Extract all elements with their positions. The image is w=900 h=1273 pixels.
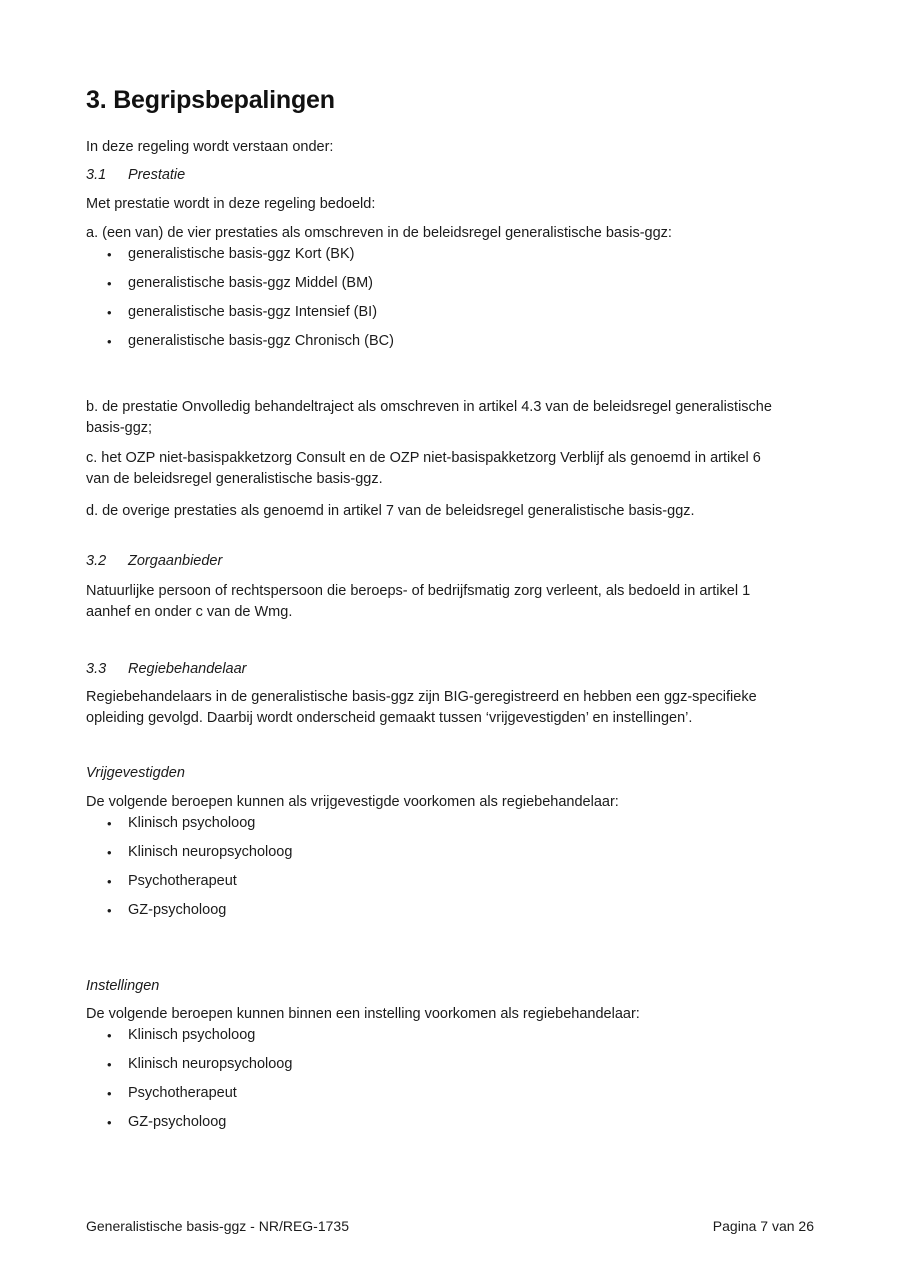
bullet-label: Klinisch neuropsycholoog <box>128 844 293 860</box>
section-3-1-title: Prestatie <box>128 167 186 183</box>
section-3-1-lead: Met prestatie wordt in deze regeling bedoeld: <box>86 196 376 212</box>
section-3-3-heading <box>86 659 826 680</box>
vrijgevestigden-lead: De volgende beroepen kunnen als vrijgevestigde voorkomen als regiebehandelaar: <box>86 794 619 810</box>
item-d-paragraph <box>86 501 826 522</box>
section-3-2-body <box>86 581 826 623</box>
page-title: 3. Begripsbepalingen <box>86 86 335 114</box>
section-3-3-number: 3.3 <box>86 661 107 677</box>
item-a-text: a. (een van) de vier prestaties als omschreven in de beleidsregel generalistische basis-ggz: <box>86 225 672 241</box>
item-c-line: van de beleidsregel generalistische basis-ggz. <box>86 471 383 487</box>
bullet-icon: • <box>107 1115 112 1130</box>
bullet-icon: • <box>107 903 112 918</box>
page-footer <box>86 1216 814 1237</box>
list-item <box>86 1054 826 1075</box>
page-content <box>86 0 826 1133</box>
bullet-label: generalistische basis-ggz Intensief (BI) <box>128 304 378 320</box>
section-3-2-number: 3.2 <box>86 553 107 569</box>
bullet-icon: • <box>107 816 112 831</box>
list-item <box>86 1083 826 1104</box>
item-b-line: basis-ggz; <box>86 420 153 436</box>
section-3-1-heading <box>86 165 826 186</box>
list-item <box>86 273 826 294</box>
bullet-icon: • <box>107 845 112 860</box>
list-item <box>86 842 826 863</box>
item-d-text: d. de overige prestaties als genoemd in artikel 7 van de beleidsregel generalistische basis-ggz. <box>86 503 695 519</box>
intro-paragraph: In deze regeling wordt verstaan onder: <box>86 139 334 155</box>
list-item <box>86 1112 826 1133</box>
list-item <box>86 1025 826 1046</box>
bullet-label: Psychotherapeut <box>128 873 237 889</box>
item-c-line: c. het OZP niet-basispakketzorg Consult en de OZP niet-basispakketzorg Verblijf als genoemd in artikel 6 <box>86 450 761 466</box>
vrijgevestigden-heading: Vrijgevestigden <box>86 765 185 781</box>
section-3-3-title: Regiebehandelaar <box>128 661 247 677</box>
section-3-3-body <box>86 687 826 729</box>
bullet-icon: • <box>107 1057 112 1072</box>
instellingen-bullet-list <box>86 1025 826 1133</box>
list-item <box>86 871 826 892</box>
bullet-icon: • <box>107 305 112 320</box>
bullet-label: Klinisch neuropsycholoog <box>128 1056 293 1072</box>
bullet-icon: • <box>107 1086 112 1101</box>
bullet-label: generalistische basis-ggz Kort (BK) <box>128 246 355 262</box>
bullet-label: generalistische basis-ggz Middel (BM) <box>128 275 373 291</box>
section-3-2-heading <box>86 551 826 572</box>
section-3-2-line: Natuurlijke persoon of rechtspersoon die beroeps- of bedrijfsmatig zorg verleent, als bedoeld in artikel 1 <box>86 583 751 599</box>
bullet-icon: • <box>107 874 112 889</box>
list-item <box>86 244 826 265</box>
item-a-paragraph <box>86 223 826 244</box>
bullet-icon: • <box>107 334 112 349</box>
bullet-icon: • <box>107 247 112 262</box>
bullet-icon: • <box>107 276 112 291</box>
section-3-2-line: aanhef en onder c van de Wmg. <box>86 604 293 620</box>
item-c-paragraph <box>86 448 826 490</box>
section-3-2-title: Zorgaanbieder <box>128 553 223 569</box>
instellingen-heading: Instellingen <box>86 978 160 994</box>
list-item <box>86 900 826 921</box>
bullet-label: GZ-psycholoog <box>128 1114 227 1130</box>
bullet-label: Klinisch psycholoog <box>128 1027 256 1043</box>
bullet-label: Psychotherapeut <box>128 1085 237 1101</box>
section-3-3-line: Regiebehandelaars in de generalistische basis-ggz zijn BIG-geregistreerd en hebben een ggz-specifieke <box>86 689 757 705</box>
prestatie-bullet-list <box>86 244 826 352</box>
footer-document-reference: Generalistische basis-ggz - NR/REG-1735 <box>86 1218 349 1234</box>
bullet-label: Klinisch psycholoog <box>128 815 256 831</box>
footer-page-number: Pagina 7 van 26 <box>712 1218 814 1234</box>
bullet-label: GZ-psycholoog <box>128 902 227 918</box>
instellingen-lead: De volgende beroepen kunnen binnen een instelling voorkomen als regiebehandelaar: <box>86 1006 640 1022</box>
item-b-line: b. de prestatie Onvolledig behandeltraject als omschreven in artikel 4.3 van de beleidsregel generalistische <box>86 399 772 415</box>
list-item <box>86 331 826 352</box>
vrijgevestigden-bullet-list <box>86 813 826 921</box>
section-3-1-number: 3.1 <box>86 167 107 183</box>
section-3-3-line: opleiding gevolgd. Daarbij wordt onderscheid gemaakt tussen ‘vrijgevestigden’ en instellingen’. <box>86 710 693 726</box>
bullet-icon: • <box>107 1028 112 1043</box>
item-b-paragraph <box>86 397 826 439</box>
list-item <box>86 813 826 834</box>
list-item <box>86 302 826 323</box>
bullet-label: generalistische basis-ggz Chronisch (BC) <box>128 333 394 349</box>
